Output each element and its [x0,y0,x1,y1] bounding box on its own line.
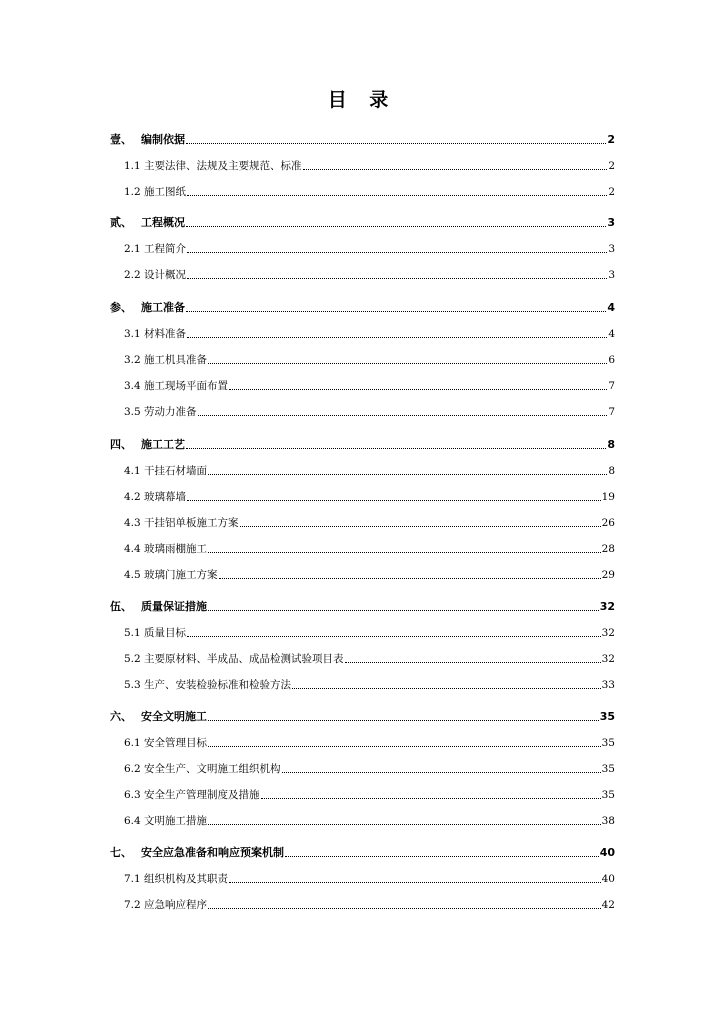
toc-section-label: 施工准备 [141,301,185,314]
toc-section-label: 工程概况 [141,216,185,229]
toc-page-number: 40 [601,873,615,885]
toc-subsection-6-1[interactable] [124,735,615,751]
toc-section-7[interactable] [110,845,615,861]
toc-subsection-label: 6.2 安全生产、文明施工组织机构 [124,763,281,775]
toc-dot-leader [208,473,607,475]
toc-page-number: 4 [607,301,615,314]
toc-page-number: 33 [601,679,615,691]
toc-subsection-label: 3.4 施工现场平面布置 [124,380,229,392]
toc-subsection-label: 4.4 玻璃雨棚施工 [124,543,208,555]
toc-subsection-label: 4.3 干挂铝单板施工方案 [124,517,239,529]
toc-subsection-label: 3.1 材料准备 [124,328,187,340]
toc-page-number: 8 [607,438,615,451]
toc-subsection-3-4[interactable] [124,378,615,394]
toc-dot-leader [303,168,608,170]
toc-page-number: 40 [599,846,615,859]
toc-section-4[interactable] [110,437,615,453]
toc-subsection-5-1[interactable] [124,625,615,641]
toc-subsection-6-2[interactable] [124,761,615,777]
toc-dot-leader [345,661,601,663]
toc-section-label: 安全文明施工 [141,710,207,723]
toc-subsection-4-4[interactable] [124,541,615,557]
toc-subsection-4-2[interactable] [124,489,615,505]
toc-dot-leader [186,225,606,227]
toc-subsection-3-5[interactable] [124,404,615,420]
toc-dot-leader [292,687,601,689]
toc-subsection-label: 6.1 安全管理目标 [124,737,208,749]
toc-subsection-2-1[interactable] [124,241,615,257]
toc-dot-leader [208,719,599,721]
toc-subsection-6-4[interactable] [124,813,615,829]
toc-section-number: 贰、 [110,216,132,229]
toc-page-number: 32 [601,653,615,665]
toc-subsection-label: 5.3 生产、安装检验标准和检验方法 [124,679,292,691]
toc-dot-leader [187,499,601,501]
toc-subsection-5-2[interactable] [124,651,615,667]
toc-subsection-2-2[interactable] [124,267,615,283]
toc-section-5[interactable] [110,599,615,615]
toc-subsection-1-2[interactable] [124,184,615,200]
toc-dot-leader [282,771,601,773]
toc-subsection-label: 2.1 工程简介 [124,243,187,255]
toc-dot-leader [208,745,601,747]
toc-section-label: 施工工艺 [141,438,185,451]
toc-page-number: 3 [608,269,615,281]
toc-dot-leader [187,251,607,253]
toc-page-number: 7 [608,406,615,418]
toc-subsection-label: 3.5 劳动力准备 [124,406,197,418]
toc-section-1[interactable] [110,132,615,148]
toc-dot-leader [261,797,601,799]
toc-subsection-4-3[interactable] [124,515,615,531]
toc-page-number: 2 [608,160,615,172]
page-title: 目 录 [327,89,397,111]
toc-dot-leader [186,142,606,144]
toc-section-2[interactable] [110,215,615,231]
toc-page-number: 2 [607,133,615,146]
toc-page-number: 28 [601,543,615,555]
toc-subsection-label: 1.1 主要法律、法规及主要规范、标准 [124,160,302,172]
toc-dot-leader [187,336,607,338]
toc-dot-leader [198,414,608,416]
toc-page-number: 38 [601,815,615,827]
toc-page-number: 35 [601,789,615,801]
toc-section-label: 安全应急准备和响应预案机制 [141,846,284,859]
toc-dot-leader [208,609,599,611]
toc-section-number: 参、 [110,301,132,314]
toc-subsection-7-1[interactable] [124,871,615,887]
toc-section-6[interactable] [110,709,615,725]
toc-section-number: 壹、 [110,133,132,146]
toc-page-number: 42 [601,899,615,911]
toc-dot-leader [229,881,601,883]
toc-dot-leader [219,577,601,579]
toc-page-number: 4 [608,328,615,340]
toc-page-number: 3 [608,243,615,255]
toc-page-number: 35 [601,763,615,775]
toc-subsection-label: 5.2 主要原材料、半成品、成品检测试验项目表 [124,653,344,665]
toc-page-number: 8 [608,465,615,477]
toc-dot-leader [240,525,601,527]
toc-section-3[interactable] [110,300,615,316]
toc-subsection-label: 4.1 干挂石材墙面 [124,465,208,477]
toc-subsection-label: 4.2 玻璃幕墙 [124,491,187,503]
toc-subsection-4-5[interactable] [124,567,615,583]
toc-subsection-4-1[interactable] [124,463,615,479]
toc-subsection-label: 2.2 设计概况 [124,269,187,281]
toc-dot-leader [187,277,607,279]
toc-dot-leader [186,447,606,449]
toc-subsection-label: 6.4 文明施工措施 [124,815,208,827]
toc-subsection-label: 4.5 玻璃门施工方案 [124,569,218,581]
toc-dot-leader [229,388,607,390]
toc-section-number: 伍、 [110,600,132,613]
toc-section-number: 四、 [110,438,132,451]
toc-subsection-7-2[interactable] [124,897,615,913]
toc-page-number: 35 [599,710,615,723]
toc-section-number: 六、 [110,710,132,723]
toc-page-number: 26 [601,517,615,529]
toc-dot-leader [208,362,607,364]
toc-page-number: 2 [608,186,615,198]
toc-page-number: 32 [599,600,615,613]
toc-section-label: 质量保证措施 [141,600,207,613]
toc-subsection-label: 7.1 组织机构及其职责 [124,873,229,885]
toc-subsection-label: 6.3 安全生产管理制度及措施 [124,789,260,801]
toc-section-number: 七、 [110,846,132,859]
toc-page-number: 7 [608,380,615,392]
toc-dot-leader [187,194,607,196]
toc-page-number: 6 [608,354,615,366]
toc-dot-leader [187,635,601,637]
toc-dot-leader [186,310,606,312]
toc-dot-leader [208,907,601,909]
toc-subsection-3-1[interactable] [124,326,615,342]
toc-subsection-1-1[interactable] [124,158,615,174]
toc-subsection-label: 7.2 应急响应程序 [124,899,208,911]
toc-page-number: 32 [601,627,615,639]
toc-page-number: 19 [601,491,615,503]
toc-dot-leader [208,823,601,825]
toc-subsection-label: 1.2 施工图纸 [124,186,187,198]
toc-subsection-label: 3.2 施工机具准备 [124,354,208,366]
toc-section-label: 编制依据 [141,133,185,146]
toc-page-number: 29 [601,569,615,581]
toc-subsection-label: 5.1 质量目标 [124,627,187,639]
toc-subsection-5-3[interactable] [124,677,615,693]
toc-dot-leader [285,855,599,857]
toc-dot-leader [208,551,601,553]
toc-subsection-6-3[interactable] [124,787,615,803]
toc-page-number: 3 [607,216,615,229]
toc-page-number: 35 [601,737,615,749]
toc-subsection-3-2[interactable] [124,352,615,368]
